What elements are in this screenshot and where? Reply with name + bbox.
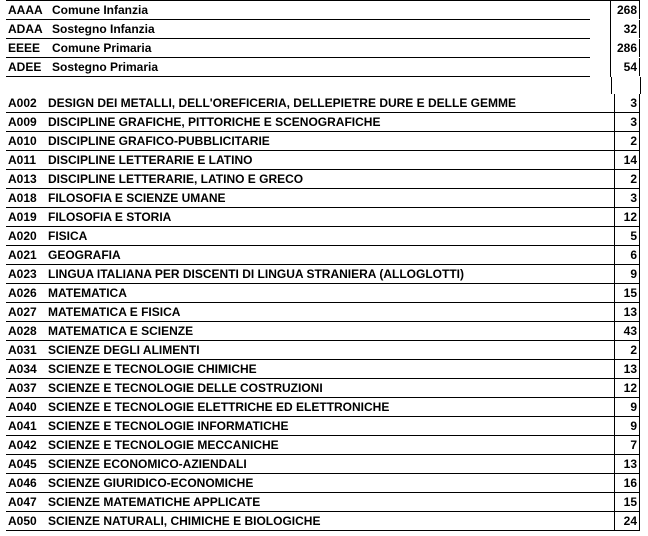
row-name: DISCIPLINE GRAFICHE, PITTORICHE E SCENOGRAFICHE — [48, 115, 381, 129]
table-row — [6, 94, 640, 113]
row-code: A046 — [8, 476, 37, 490]
table-row — [6, 246, 640, 265]
row-code: A034 — [8, 362, 37, 376]
table-row — [6, 151, 640, 170]
row-code: A023 — [8, 267, 37, 281]
row-count: 2 — [614, 341, 640, 359]
row-code: A018 — [8, 191, 37, 205]
table-row — [6, 1, 637, 20]
row-count: 3 — [614, 189, 640, 207]
table-row — [6, 474, 640, 493]
table-row — [6, 341, 640, 360]
row-code: A027 — [8, 305, 37, 319]
row-count: 15 — [614, 493, 640, 511]
row-code: A042 — [8, 438, 37, 452]
row-name: MATEMATICA E FISICA — [48, 305, 181, 319]
row-count: 13 — [614, 455, 640, 473]
table-row — [6, 303, 640, 322]
row-name: DESIGN DEI METALLI, DELL'OREFICERIA, DELLEPIETRE DURE E DELLE GEMME — [48, 96, 516, 110]
document-table — [6, 0, 640, 531]
table-row — [6, 436, 640, 455]
row-name: Sostegno Infanzia — [52, 22, 155, 36]
row-count: 12 — [614, 379, 640, 397]
row-count: 6 — [614, 246, 640, 264]
row-count: 24 — [614, 512, 640, 530]
row-count: 32 — [610, 20, 640, 38]
table-row — [6, 379, 640, 398]
row-count: 286 — [610, 39, 640, 57]
row-code: A050 — [8, 514, 37, 528]
table-row — [6, 189, 640, 208]
table-row — [6, 417, 640, 436]
row-code: A026 — [8, 286, 37, 300]
table-row — [6, 284, 640, 303]
row-name: DISCIPLINE LETTERARIE E LATINO — [48, 153, 253, 167]
row-name: LINGUA ITALIANA PER DISCENTI DI LINGUA STRANIERA (ALLOGLOTTI) — [48, 267, 464, 281]
table-gap-row — [6, 77, 641, 94]
row-code: A021 — [8, 248, 37, 262]
table-row — [6, 20, 637, 39]
row-name: GEOGRAFIA — [48, 248, 121, 262]
row-code: A041 — [8, 419, 37, 433]
table-row — [6, 132, 640, 151]
row-code: A019 — [8, 210, 37, 224]
table-row — [6, 455, 640, 474]
row-count: 5 — [614, 227, 640, 245]
row-count: 14 — [614, 151, 640, 169]
row-code: A010 — [8, 134, 37, 148]
row-code: ADAA — [8, 22, 43, 36]
row-code: ADEE — [8, 60, 42, 74]
row-count: 9 — [614, 398, 640, 416]
row-name: Sostegno Primaria — [52, 60, 159, 74]
table-group-infanzia-primaria — [6, 0, 640, 77]
row-code: A047 — [8, 495, 37, 509]
row-code: A020 — [8, 229, 37, 243]
row-count: 7 — [614, 436, 640, 454]
row-code: A037 — [8, 381, 37, 395]
row-code: A002 — [8, 96, 37, 110]
table-row — [6, 398, 640, 417]
row-name: FISICA — [48, 229, 88, 243]
row-code: AAAA — [8, 3, 43, 17]
row-count: 13 — [614, 303, 640, 321]
row-code: EEEE — [8, 41, 41, 55]
row-code: A009 — [8, 115, 37, 129]
row-count: 15 — [614, 284, 640, 302]
row-name: Comune Primaria — [52, 41, 152, 55]
row-code: A011 — [8, 153, 37, 167]
row-code: A045 — [8, 457, 37, 471]
row-name: FILOSOFIA E STORIA — [48, 210, 172, 224]
table-row — [6, 58, 637, 77]
row-name: SCIENZE E TECNOLOGIE DELLE COSTRUZIONI — [48, 381, 323, 395]
row-code: A013 — [8, 172, 37, 186]
row-count: 3 — [614, 113, 640, 131]
table-row — [6, 512, 640, 531]
row-name: MATEMATICA — [48, 286, 127, 300]
row-name: SCIENZE E TECNOLOGIE INFORMATICHE — [48, 419, 289, 433]
table-group-classi-concorso — [6, 94, 640, 531]
row-count: 268 — [610, 1, 640, 19]
row-count: 12 — [614, 208, 640, 226]
row-name: SCIENZE MATEMATICHE APPLICATE — [48, 495, 261, 509]
row-name: SCIENZE E TECNOLOGIE CHIMICHE — [48, 362, 257, 376]
row-count: 9 — [614, 265, 640, 283]
table-row — [6, 322, 640, 341]
row-count: 16 — [614, 474, 640, 492]
row-count: 9 — [614, 417, 640, 435]
row-name: FILOSOFIA E SCIENZE UMANE — [48, 191, 226, 205]
row-code: A031 — [8, 343, 37, 357]
row-name: SCIENZE E TECNOLOGIE MECCANICHE — [48, 438, 279, 452]
row-name: SCIENZE NATURALI, CHIMICHE E BIOLOGICHE — [48, 514, 321, 528]
row-name: SCIENZE DEGLI ALIMENTI — [48, 343, 200, 357]
table-row — [6, 493, 640, 512]
row-count: 2 — [614, 170, 640, 188]
table-row — [6, 227, 640, 246]
table-row — [6, 360, 640, 379]
table-row — [6, 208, 640, 227]
row-count: 2 — [614, 132, 640, 150]
row-name: SCIENZE GIURIDICO-ECONOMICHE — [48, 476, 254, 490]
row-count: 13 — [614, 360, 640, 378]
table-row — [6, 113, 640, 132]
row-code: A028 — [8, 324, 37, 338]
row-name: MATEMATICA E SCIENZE — [48, 324, 194, 338]
row-count: 43 — [614, 322, 640, 340]
row-name: DISCIPLINE GRAFICO-PUBBLICITARIE — [48, 134, 270, 148]
table-row — [6, 265, 640, 284]
row-name: Comune Infanzia — [52, 3, 149, 17]
row-code: A040 — [8, 400, 37, 414]
table-row — [6, 170, 640, 189]
row-count: 3 — [614, 94, 640, 112]
table-row — [6, 39, 637, 58]
row-name: SCIENZE E TECNOLOGIE ELETTRICHE ED ELETTRONICHE — [48, 400, 390, 414]
row-name: SCIENZE ECONOMICO-AZIENDALI — [48, 457, 247, 471]
row-count: 54 — [610, 58, 640, 76]
row-name: DISCIPLINE LETTERARIE, LATINO E GRECO — [48, 172, 304, 186]
